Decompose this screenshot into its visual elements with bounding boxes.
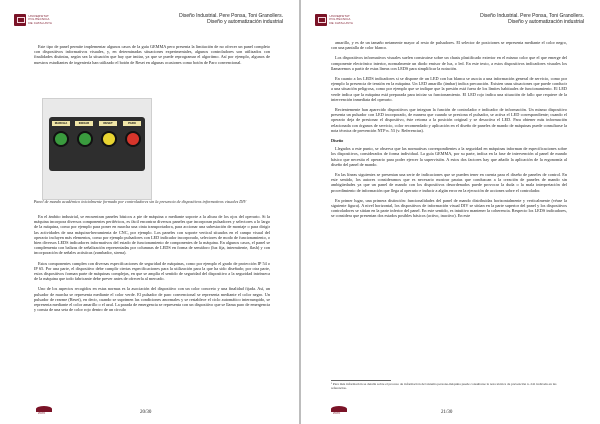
university-logo	[315, 13, 367, 27]
footer-logo-icon: ИСРО	[36, 406, 52, 416]
footer-logo-icon: ИСРО	[331, 406, 347, 416]
running-header	[480, 13, 584, 26]
paragraph: Recientemente han aparecido dispositivos que integran la función de controlador e indicador de información. Un mismo dispositivo presenta un pulsador con LED incorporado, de manera que cuando se presiona el pulsador, se activa el LED correspondiente; cuando el operario deja de presionar el dispositivo, éste retorna a la posición original y se desactiva el LED. Para obtener más información relacionada con órganos de servicio, color recomendado y aplicación en el diseño de paneles de mando de máquinas puede consultarse la nota técnica de prevención NTP n. 53 (v. Referencias).	[331, 107, 567, 133]
paragraph: Este tipo de panel permite implementar algunos casos de la guía GEMMA pero presenta la limitación de no ofrecer un panel completo con dispositivos informativos visuales, y, en determinadas situaciones experimentales, algunos controladores son utilizados con finalidades distintas, según sea la situación que hay que imitar, ya que se puede reprogramar el algoritmo. Así por ejemplo, algunos de nuestros estudiantes de ingeniería han utilizado el botón de Reset en algunas ocasiones como botón de Paro convencional.	[34, 44, 270, 65]
plate-label: MARCHA	[52, 121, 70, 126]
section-heading: Diseño	[331, 138, 344, 144]
red-button-icon	[125, 131, 141, 147]
university-logo	[14, 13, 66, 27]
footnote-rule	[331, 380, 391, 381]
paragraph: En las líneas siguientes se presentan una serie de indicaciones que se pueden tener en cuenta para el diseño de paneles de control. En este sentido, los autores consideramos que es necesario mostrar pautas que conduzcan a la creación de paneles de mando sin ambigüedades ya que un panel de mando con los dispositivos desordenados puede provocar la duda o la mala interpretación del procedimiento de información que llega al operario e inducir a algún error en la ejecución de acciones sobre el controlador.	[331, 172, 567, 193]
paragraph: En primer lugar, una primera distinción: funcionalidades del panel de mando distribuidas horizontalmente y verticalmente (véase la siguiente figura). A nivel horizontal, los dispositivos de información visual DIV se sitúan en la parte superior del panel y los dispositivos controladores se sitúan en la parte inferior del panel. En este sentido, es intuitivo mantener la coherencia. Respecto los LEDS indicadores, se considera que presentan dos estados posibles básicos (activo, inactivo). En este	[331, 197, 567, 219]
university-logo-text: UNIVERSITAT POLITÈCNICA DE CATALUNYA	[329, 13, 353, 25]
paragraph: En cuanto a los LEDS indicadores si se dispone de un LED con luz blanca se asocia a una información general de servicio, como por ejemplo la presencia de tensión en la máquina. Un LED amarillo (ámbar) indica precaución. Existen unas situaciones que puede conducir a una situación peligrosa, como por ejemplo que se indique que la presión está fuera de los límites habituales de funcionamiento. El LED verde indica que la máquina está preparada para iniciar su funcionamiento. El LED rojo indica una situación de fallo que requiere de la intervención inmediata del operario.	[331, 76, 567, 102]
page-number: 21/30	[441, 410, 453, 415]
figure-caption: Panel de mando académico inicialmente formado por controladores sin la presencia de dispositivos informativos visuales DIV	[33, 199, 247, 204]
left-page	[0, 0, 299, 424]
university-logo-text: UNIVERSITAT POLITÈCNICA DE CATALUNYA	[28, 13, 52, 25]
yellow-button-icon	[101, 131, 117, 147]
paragraph: Los dispositivos informativos visuales suelen construirse sobre un chasis plastificado exterior en el mismo color que el que emerge del componente electrónico interior, normalmente un diodo emisor de luz, o led. En este texto, a estos dispositivos indicadores visuales los llamaremos a partir de estas líneas con LEDS para simplificar la notación.	[331, 55, 567, 71]
green-button-icon	[77, 131, 93, 147]
paragraph: Uno de los aspectos recogidos en estas normas es la asociación del dispositivo con un color concreto y una finalidad fijada. Así, un pulsador de marcha se representa mediante el color verde. El pulsador de paro convencional se representa mediante el color negro. Un pulsador de rearme (Reset), en decir, cuando se suprimen las condiciones anormales y se restablece el ciclo automático interrumpido, se representa mediante el color amarillo o el azul. La parada de emergencia se representa con un dispositivo que se llama paro de emergencia y consta de una seta de color rojo dentro de un círculo	[34, 286, 270, 313]
plate-label: INICIAR	[75, 121, 93, 126]
running-header	[179, 13, 283, 26]
plate-label: RESET	[99, 121, 117, 126]
paragraph: Estos componentes cumplen con diversas especificaciones de seguridad de máquinas, como por ejemplo el grado de protección IP 54 o IP 65. Por una parte, el dispositivo debe cumplir ciertas especificaciones para la utilización para la que ha sido diseñado; por otra parte, estos dispositivos forman parte de máquinas complejas, en que se amplía el sentido de seguridad del dispositivo a la seguridad intrínseca de la máquina que todo fabricante debe prever antes de ofrecerla al mercado.	[34, 260, 270, 282]
header-authors: Diseño Industrial. Pere Ponsa, Toni Granollers.	[480, 13, 584, 19]
paragraph: En el ámbito industrial, se encuentran paneles básicos a pie de máquina o mediante soporte a la altura de los ojos del operario. Si la máquina incorpora diversos componentes periféricos, es fácil encontrar diversos paneles que incorporan pulsadores y selectores a lo largo de la máquina, como por ejemplo para poner en marcha una cinta transportadora, para accionar una subestación de montaje o para dirigir las actividades de una máquina-herramienta de CNC, por ejemplo. Los paneles con soporte vertical situados en el campo visual del operario incluyen más elementos, como por ejemplo pulsadores con LED indicador incorporado, selectores de modo de funcionamiento, o bien diversos LEDS indicadores informativos del estado de funcionamiento de componentes de la máquina. En algunos casos, el panel se complementa con balizas de señalización representadas por columnas de LEDS en forma de semáforo (luz fija, intermitente, flash) y con incorporación de señales acústicas (zumbador, sirena).	[34, 214, 270, 256]
panel-housing	[49, 117, 145, 171]
paragraph: Llegados a este punto, se observa que las normativas correspondientes a la seguridad en máquinas informan de especificaciones sobre los dispositivos, considerados de forma individual. La guía GEMMA, por su parte, indica en la fase de intervención al panel de mando básico que necesita el operario para poder ejercer la supervisión. A estos dos factores hay que añadir la aplicación de la ergonomía al diseño del panel de mando.	[331, 146, 567, 167]
university-logo-icon	[14, 14, 26, 26]
header-authors: Diseño Industrial. Pere Ponsa, Toni Granollers.	[179, 13, 283, 19]
left-column-body	[34, 214, 270, 317]
header-title: Diseño y automatización industrial	[508, 19, 584, 26]
page-number: 20/30	[140, 410, 152, 415]
left-column-top	[34, 44, 270, 70]
right-column	[331, 40, 567, 224]
footnote: ¹ Para más información se detalla sobre el proceso de información del sistema persona-máquina puede consultarse la nota técnica de prevención n. 241 indicada en las referencias.	[331, 382, 557, 391]
paragraph: amarillo, y es de un tamaño netamente mayor al resto de pulsadores. El selector de posiciones se representa mediante el color negro, con una pantalla de color blanco.	[331, 40, 567, 51]
plate-label: PARO	[123, 121, 141, 126]
university-logo-icon	[315, 14, 327, 26]
figure-control-panel-photo	[42, 98, 152, 200]
green-button-icon	[53, 131, 69, 147]
header-title: Diseño y automatización industrial	[207, 19, 283, 26]
right-page	[301, 0, 600, 424]
